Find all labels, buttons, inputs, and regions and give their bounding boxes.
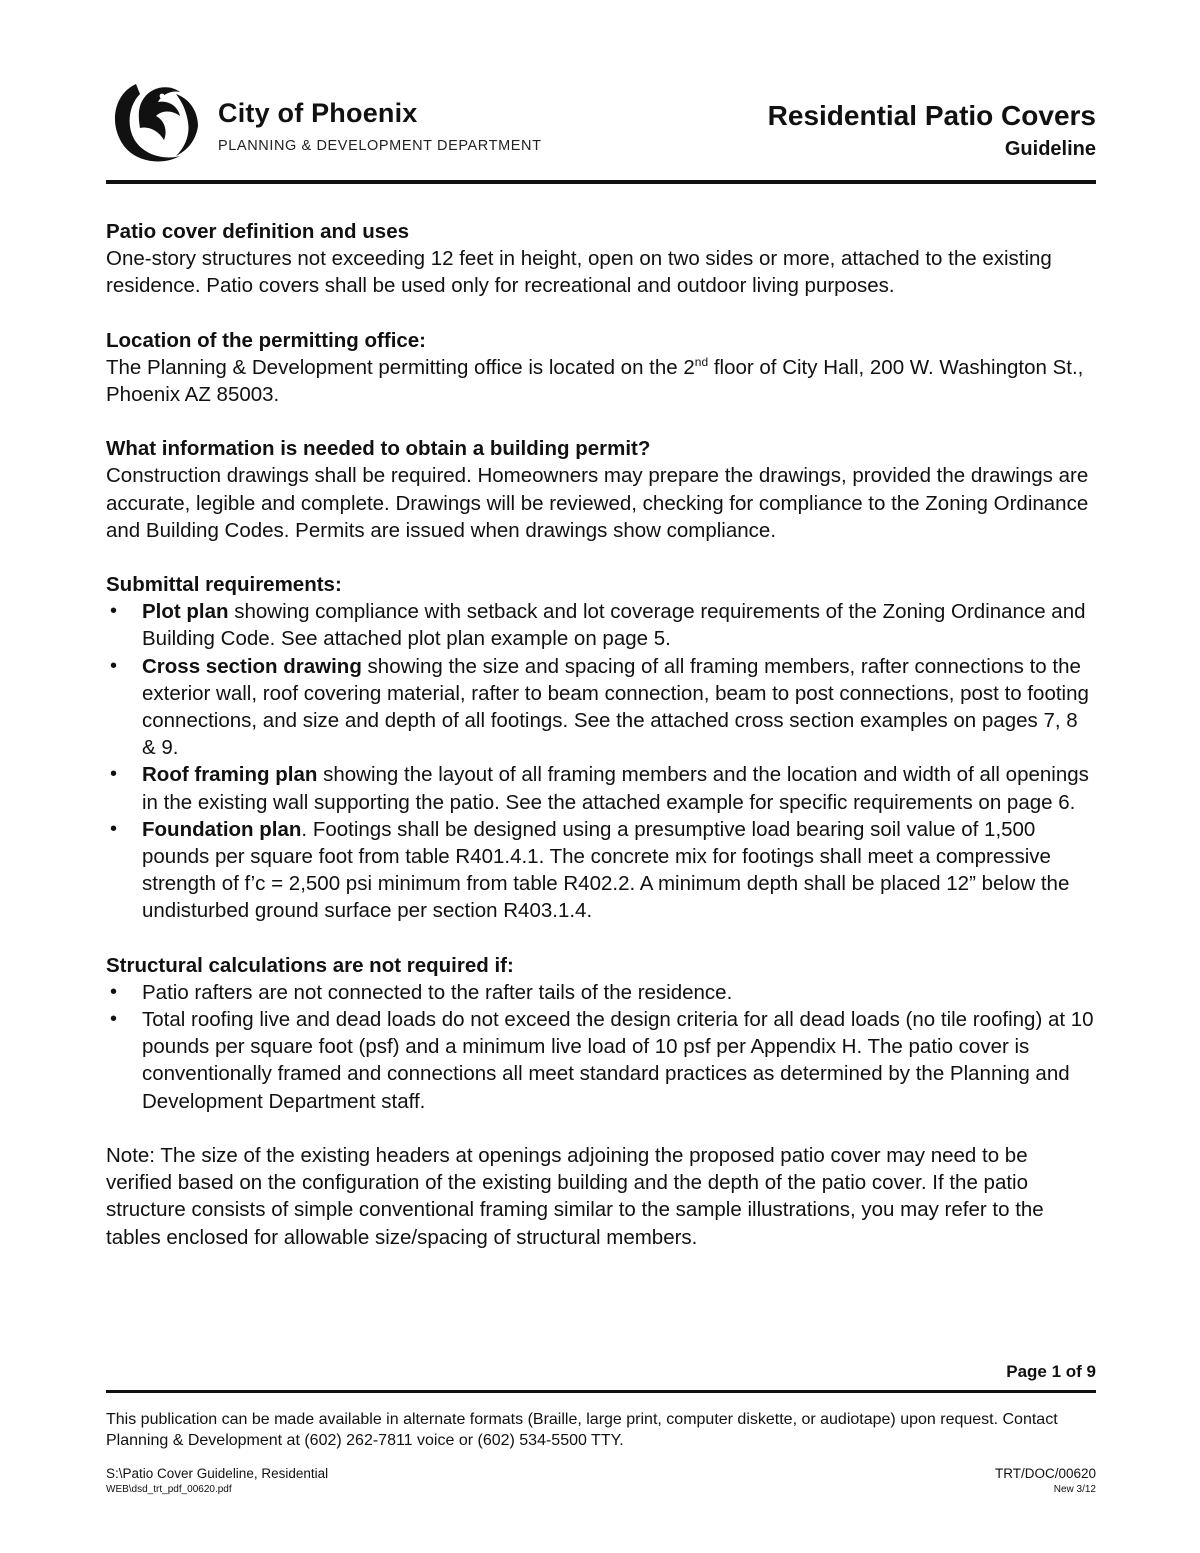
header-divider — [106, 180, 1096, 184]
list-item — [106, 979, 1096, 1006]
item-text: Total roofing live and dead loads do not exceed the design criteria for all dead loads (no tile roofing) at 10 pounds per square foot (psf) and a minimum live load of 10 psf per Appendix H. The patio cover is conventionally framed and connections all meet standard practices as determined by the Planning and Development Department staff. — [142, 1008, 1094, 1113]
section-heading: Structural calculations are not required if: — [106, 953, 514, 977]
bullet-icon: • — [110, 600, 118, 623]
bullet-icon: • — [110, 980, 118, 1003]
document-title: Residential Patio Covers — [767, 100, 1096, 131]
note-paragraph: Note: The size of the existing headers at openings adjoining the proposed patio cover may need to be verified based on the configuration of the existing building and the depth of the patio cover. If the patio structure consists of simple conventional framing similar to the sample illustrations, you may refer to the tables enclosed for allowable size/spacing of structural members. — [106, 1143, 1044, 1249]
section-heading: What information is needed to obtain a building permit? — [106, 437, 651, 461]
document-code: TRT/DOC/00620 — [994, 1466, 1096, 1481]
file-path: S:\Patio Cover Guideline, Residential — [106, 1466, 329, 1481]
web-path: WEB\dsd_trt_pdf_00620.pdf — [106, 1484, 232, 1495]
item-lead: Roof framing plan — [142, 763, 318, 787]
list-item — [106, 653, 1096, 762]
accessibility-note: This publication can be made available in alternate formats (Braille, large print, computer diskette, or audiotape) upon request. Contact Planning & Development at (602) 262-7811 voice or (602) 534-5500 TTY. — [106, 1411, 1058, 1449]
structural-list — [106, 979, 1096, 1115]
section-paragraph: Construction drawings shall be required. Homeowners may prepare the drawings, provided the drawings are accurate, legible and complete. Drawings will be reviewed, checking for compliance to the Zoning Ordinance and Building Codes. Permits are issued when drawings show compliance. — [106, 464, 1089, 542]
list-item — [106, 761, 1096, 815]
item-lead: Foundation plan — [142, 817, 302, 841]
item-text: . Footings shall be designed using a presumptive load bearing soil value of 1,500 pounds per square foot from table R401.4.1. The concrete mix for footings shall meet a compressive strength of f’c = 2,500 psi minimum from table R402.2. A minimum depth shall be placed 12” below the undisturbed ground surface per section R403.1.4. — [142, 817, 1070, 923]
submittal-list — [106, 598, 1096, 924]
item-text: Patio rafters are not connected to the rafter tails of the residence. — [142, 980, 733, 1004]
section-definition — [106, 218, 1096, 300]
section-paragraph: One-story structures not exceeding 12 feet in height, open on two sides or more, attached to the existing residence. Patio covers shall be used only for recreational and outdoor living purposes. — [106, 247, 1052, 298]
section-submittal — [106, 571, 1096, 925]
page-header — [106, 76, 1096, 186]
item-text: showing the layout of all framing members and the location and width of all openings in the existing wall supporting the patio. See the attached example for specific requirements on page 6. — [142, 763, 1089, 814]
section-heading: Location of the permitting office: — [106, 328, 427, 352]
ordinal-suffix: nd — [694, 354, 709, 369]
location-text-start: The Planning & Development permitting office is located on the 2 — [106, 355, 695, 379]
list-item — [106, 598, 1096, 652]
item-text: showing the size and spacing of all framing members, rafter connections to the exterior wall, roof covering material, rafter to beam connection, beam to post connections, post to footing connections, and size and depth of all footings. See the attached cross section examples on pages 7, 8 & 9. — [142, 654, 1089, 760]
bullet-icon: • — [110, 763, 118, 786]
footer-divider — [106, 1390, 1096, 1393]
document-body — [106, 218, 1096, 1278]
item-lead: Cross section drawing — [142, 654, 362, 678]
section-heading: Submittal requirements: — [106, 573, 342, 597]
org-name: City of Phoenix — [218, 98, 418, 128]
section-permit-info — [106, 435, 1096, 544]
list-item — [106, 816, 1096, 925]
department-name: PLANNING & DEVELOPMENT DEPARTMENT — [218, 138, 542, 154]
bullet-icon: • — [110, 1008, 118, 1031]
section-structural — [106, 952, 1096, 1115]
page-number: Page 1 of 9 — [1006, 1362, 1096, 1381]
location-text-end: floor of City Hall, 200 W. Washington St., Phoenix AZ 85003. — [106, 355, 1084, 407]
item-lead: Plot plan — [142, 600, 229, 624]
bullet-icon: • — [110, 654, 118, 677]
revision-date: New 3/12 — [1053, 1484, 1096, 1495]
section-location — [106, 327, 1096, 409]
list-item — [106, 1006, 1096, 1115]
section-note — [106, 1142, 1096, 1251]
section-paragraph — [106, 354, 1096, 408]
phoenix-bird-logo-icon — [106, 76, 204, 166]
section-heading: Patio cover definition and uses — [106, 220, 410, 243]
bullet-icon: • — [110, 817, 118, 840]
item-text: showing compliance with setback and lot coverage requirements of the Zoning Ordinance and Building Code. See attached plot plan example on page 5. — [142, 600, 1086, 651]
document-subtitle: Guideline — [1004, 138, 1096, 160]
